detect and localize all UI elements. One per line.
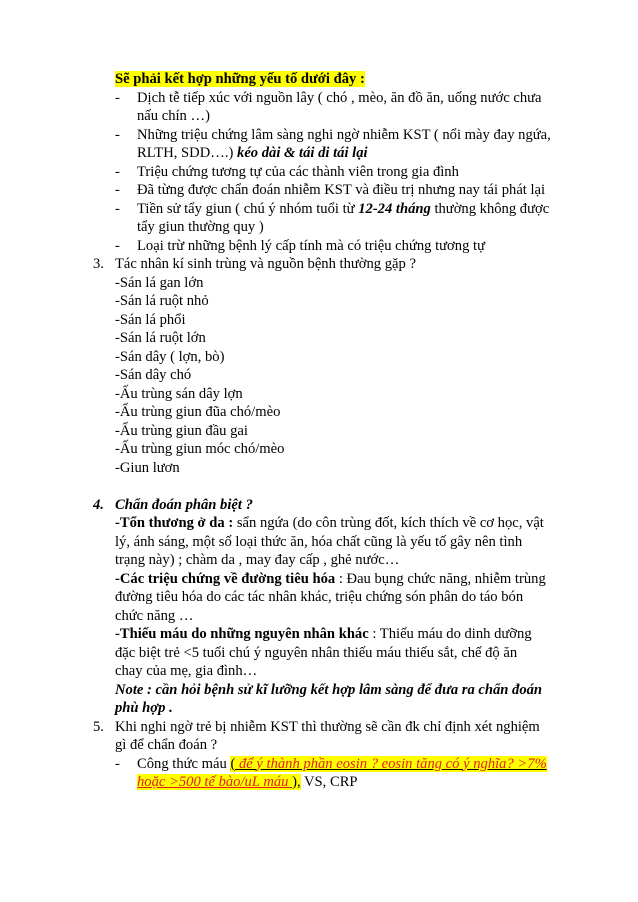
list-item: -Sán dây ( lợn, bò) xyxy=(115,348,225,365)
list-item: -Sán lá ruột lớn xyxy=(115,330,206,346)
section-4-title: 4. Chẩn đoán phân biệt ? xyxy=(93,496,253,513)
section-3-title: 3. Tác nhân kí sinh trùng và nguồn bệnh thường gặp ? xyxy=(93,256,416,272)
list-item: -Sán lá ruột nhỏ xyxy=(115,293,209,309)
bullet-deworming-cont: tẩy giun thường quy ) xyxy=(137,219,264,235)
bullet-epidemiology: - Dịch tễ tiếp xúc với nguồn lây ( chó , mèo, ăn đồ ăn, uống nước chưa xyxy=(115,89,542,106)
section-factors xyxy=(93,70,573,792)
diff-digestive: -Các triệu chứng về đường tiêu hóa : Đau bụng chức năng, nhiễm trùng xyxy=(115,570,546,587)
diff-note-cont: phù hợp . xyxy=(115,700,173,716)
factors-heading-text: Sẽ phải kết hợp những yếu tố dưới đây : xyxy=(115,71,365,87)
bullet-family: - Triệu chứng tương tự của các thành viên trong gia đình xyxy=(115,163,459,180)
bullet-exclusion: - Loại trừ những bệnh lý cấp tính mà có triệu chứng tương tự xyxy=(115,237,485,254)
bullet-relapse: - Đã từng được chẩn đoán nhiễm KST và điều trị nhưng nay tái phát lại xyxy=(115,182,546,198)
diff-anemia: -Thiếu máu do những nguyên nhân khác : Thiếu máu do dinh dưỡng xyxy=(115,626,532,642)
diff-anemia-cont: đặc biệt trẻ <5 tuổi chú ý nguyên nhân thiếu máu thiếu sắt, chế độ ăn xyxy=(115,644,518,661)
list-item: -Sán dây chó xyxy=(115,367,192,383)
bullet-epidemiology-cont: nấu chín …) xyxy=(137,108,210,124)
section-5-title: 5. Khi nghi ngờ trẻ bị nhiễm KST thì thường sẽ cần đk chỉ định xét nghiệm xyxy=(93,718,540,735)
diff-digestive-cont: đường tiêu hóa do các tác nhân khác, triệu chứng són phân do táo bón xyxy=(115,589,524,605)
bullet-symptoms-cont: RLTH, SDD….) kéo dài & tái di tái lại xyxy=(137,145,368,161)
diff-skin-cont: lý, ánh sáng, một số loại thức ăn, hóa chất cũng là yếu tố gây nên tình xyxy=(115,533,523,550)
list-item: -Ấu trùng giun đũa chó/mèo xyxy=(115,404,281,420)
diff-anemia-cont: chay của mẹ, gia đình… xyxy=(115,663,258,679)
diff-note: Note : cần hỏi bệnh sử kĩ lưỡng kết hợp lâm sàng để đưa ra chẩn đoán xyxy=(115,681,543,698)
factors-heading xyxy=(93,70,573,89)
section-5-title-cont: gì để chẩn đoán ? xyxy=(115,737,218,753)
section-3-list xyxy=(93,274,573,478)
diff-digestive-cont: chức năng … xyxy=(115,607,194,624)
list-item: -Sán lá gan lớn xyxy=(115,274,204,291)
diff-skin-cont: trạng này) ; chàm da , may đay cấp , ghẻ nước… xyxy=(115,552,400,568)
bullet-deworming: - Tiền sử tẩy giun ( chú ý nhóm tuổi từ 12-24 tháng thường không được xyxy=(115,200,550,217)
list-item: -Ấu trùng giun đầu gai xyxy=(115,422,248,439)
list-item: -Giun lươn xyxy=(115,459,180,476)
bullet-blood-count-cont: hoặc >500 tế bào/uL máu ), VS, CRP xyxy=(137,774,358,790)
list-item: -Ấu trùng sán dây lợn xyxy=(115,385,243,402)
bullet-symptoms: - Những triệu chứng lâm sàng nghi ngờ nhiễm KST ( nổi mày đay ngứa, xyxy=(115,126,551,143)
bullet-blood-count: - Công thức máu ( để ý thành phần eosin ? eosin tăng có ý nghĩa? >7% xyxy=(115,755,547,772)
list-item: -Ấu trùng giun móc chó/mèo xyxy=(115,441,285,457)
diff-skin: -Tổn thương ở da : sẩn ngứa (do côn trùng đốt, kích thích về cơ học, vật xyxy=(115,515,544,531)
list-item: -Sán lá phổi xyxy=(115,311,186,328)
